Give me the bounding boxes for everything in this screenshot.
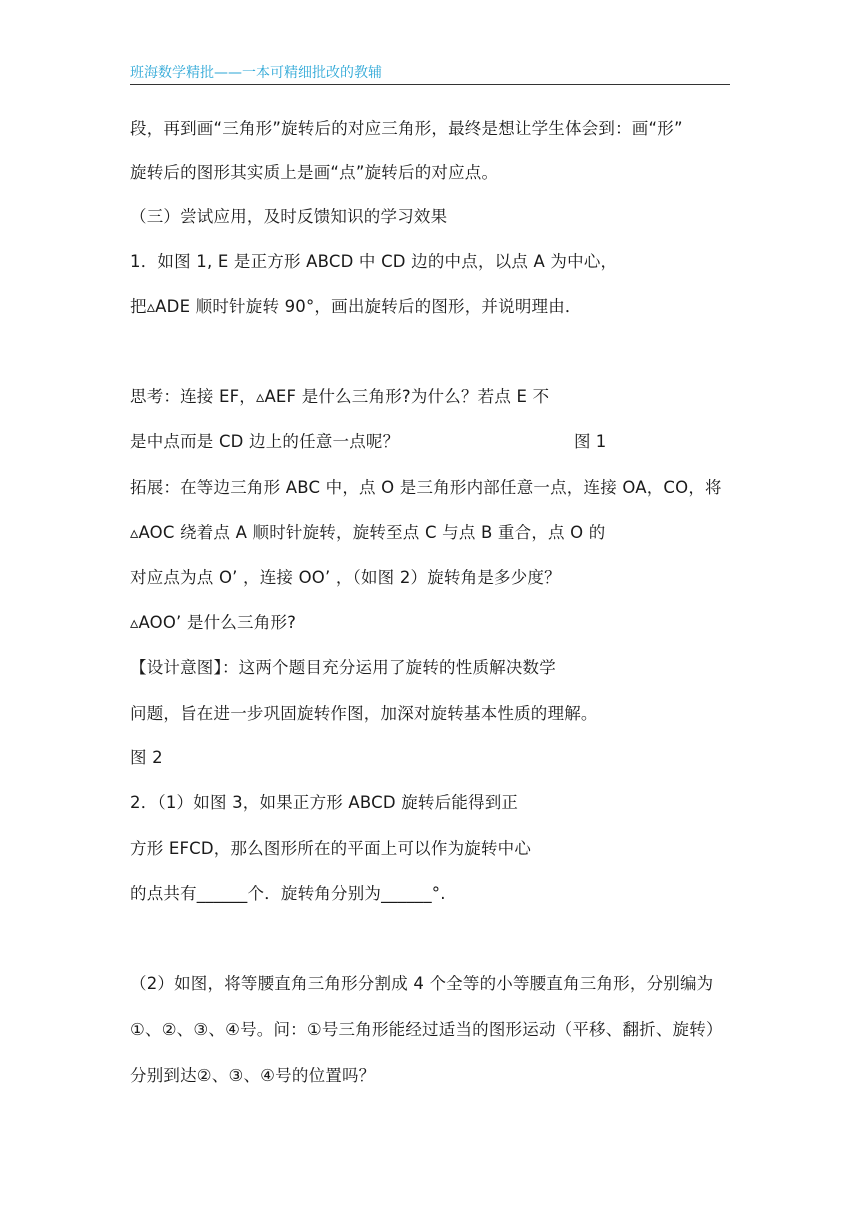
problem-2-2-line: ①、②、③、④号。问：①号三角形能经过适当的图形运动（平移、翻折、旋转） xyxy=(130,1020,723,1039)
page-header xyxy=(130,60,730,85)
design-intent-line: 【设计意图】：这两个题目充分运用了旋转的性质解决数学 xyxy=(130,658,556,677)
figure-2-label: 图 2 xyxy=(130,748,163,767)
problem-2-line: 2．（1）如图 3，如果正方形 ABCD 旋转后能得到正 xyxy=(130,793,519,812)
section-heading: （三）尝试应用，及时反馈知识的学习效果 xyxy=(130,207,448,226)
design-intent-line: 问题，旨在进一步巩固旋转作图，加深对旋转基本性质的理解。 xyxy=(130,704,598,723)
header-title: 班海数学精批——一本可精细批改的教辅 xyxy=(130,65,382,81)
problem-1-line: 把▵ADE 顺时针旋转 90°，画出旋转后的图形，并说明理由． xyxy=(130,297,582,316)
problem-2-2-line: 分别到达②、③、④号的位置吗？ xyxy=(130,1066,376,1085)
body-line: 段，再到画“三角形”旋转后的对应三角形，最终是想让学生体会到：画“形” xyxy=(130,119,683,138)
think-line: 是中点而是 CD 边上的任意一点呢？ xyxy=(130,432,400,451)
think-line: 思考：连接 EF，▵AEF 是什么三角形?为什么？若点 E 不 xyxy=(130,387,550,406)
problem-2-line: 的点共有______个．旋转角分别为______°. xyxy=(130,884,446,903)
body-line: 旋转后的图形其实质上是画“点”旋转后的对应点。 xyxy=(130,163,499,182)
problem-1-line: 1．如图 1, E 是正方形 ABCD 中 CD 边的中点，以点 A 为中心， xyxy=(130,252,618,271)
figure-1-label: 图 1 xyxy=(574,432,607,451)
extension-line: 对应点为点 O’ ，连接 OO’ ，（如图 2）旋转角是多少度？ xyxy=(130,568,561,587)
problem-2-2-line: （2）如图，将等腰直角三角形分割成 4 个全等的小等腰直角三角形，分别编为 xyxy=(130,974,714,993)
extension-line: 拓展：在等边三角形 ABC 中，点 O 是三角形内部任意一点，连接 OA，CO，将 xyxy=(130,478,722,497)
extension-line: ▵AOC 绕着点 A 顺时针旋转，旋转至点 C 与点 B 重合，点 O 的 xyxy=(130,523,606,542)
problem-2-line: 方形 EFCD，那么图形所在的平面上可以作为旋转中心 xyxy=(130,839,532,858)
extension-line: ▵AOO’ 是什么三角形? xyxy=(130,613,297,632)
